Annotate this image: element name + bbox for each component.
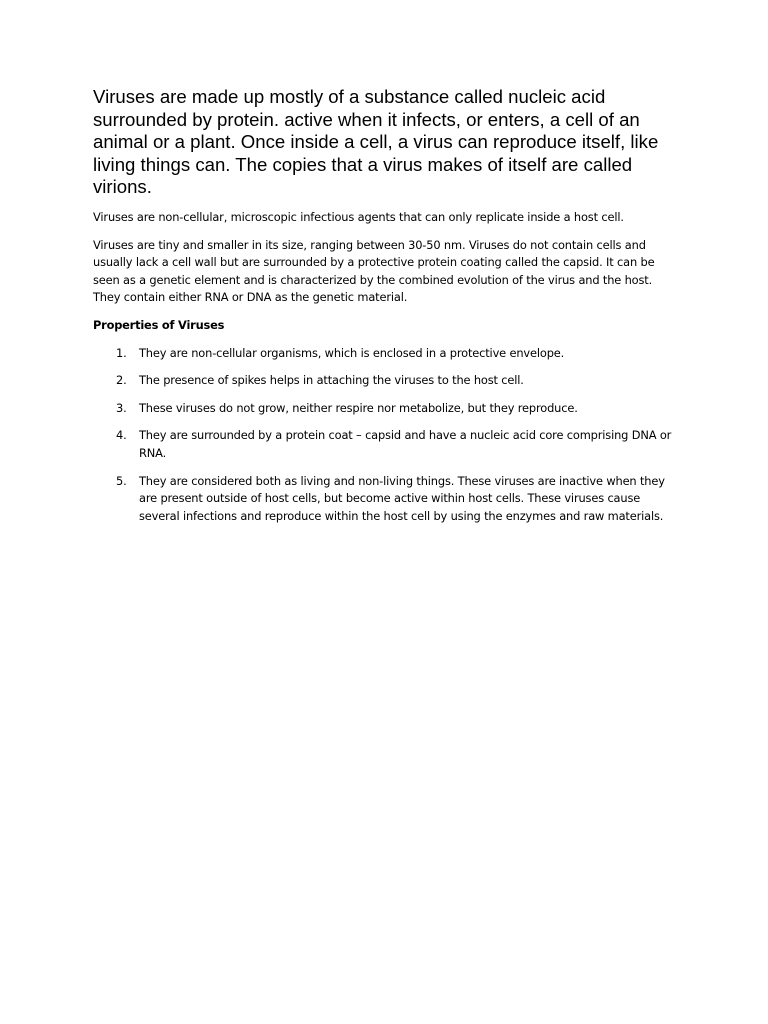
list-item-text: The presence of spikes helps in attaching the viruses to the host cell. [139, 373, 524, 388]
list-item [93, 473, 678, 526]
list-item-text: They are surrounded by a protein coat – capsid and have a nucleic acid core comprising DNA or RNA. [139, 428, 672, 460]
section-heading: Properties of Viruses [93, 317, 225, 332]
properties-list [93, 345, 678, 526]
list-item-text: They are considered both as living and non-living things. These viruses are inactive when they are present outside of host cells, but become active within host cells. These viruses cause several infections and reproduce within the host cell by using the enzymes and raw materials. [139, 473, 665, 523]
definition-paragraph: Viruses are non-cellular, microscopic infectious agents that can only replicate inside a host cell. [93, 209, 624, 224]
list-item-number: 2. [116, 373, 127, 388]
list-item [93, 345, 678, 363]
list-item [93, 372, 678, 390]
list-item [93, 400, 678, 418]
list-item-number: 1. [116, 345, 127, 360]
list-item-text: They are non-cellular organisms, which is enclosed in a protective envelope. [139, 345, 565, 360]
intro-paragraph: Viruses are made up mostly of a substance called nucleic acid surrounded by protein. active when it infects, or enters, a cell of an animal or a plant. Once inside a cell, a virus can reproduce itself, like living things can. The copies that a virus makes of itself are called virions. [93, 86, 659, 198]
description-paragraph: Viruses are tiny and smaller in its size, ranging between 30-50 nm. Viruses do not contain cells and usually lack a cell wall but are surrounded by a protective protein coating called the capsid. It can be seen as a genetic element and is characterized by the combined evolution of the virus and the host. They contain either RNA or DNA as the genetic material. [93, 237, 655, 305]
list-item [93, 427, 678, 462]
list-item-number: 5. [116, 473, 127, 488]
list-item-number: 3. [116, 400, 127, 415]
list-item-number: 4. [116, 428, 127, 443]
document-page [93, 86, 678, 535]
list-item-text: These viruses do not grow, neither respire nor metabolize, but they reproduce. [139, 400, 578, 415]
